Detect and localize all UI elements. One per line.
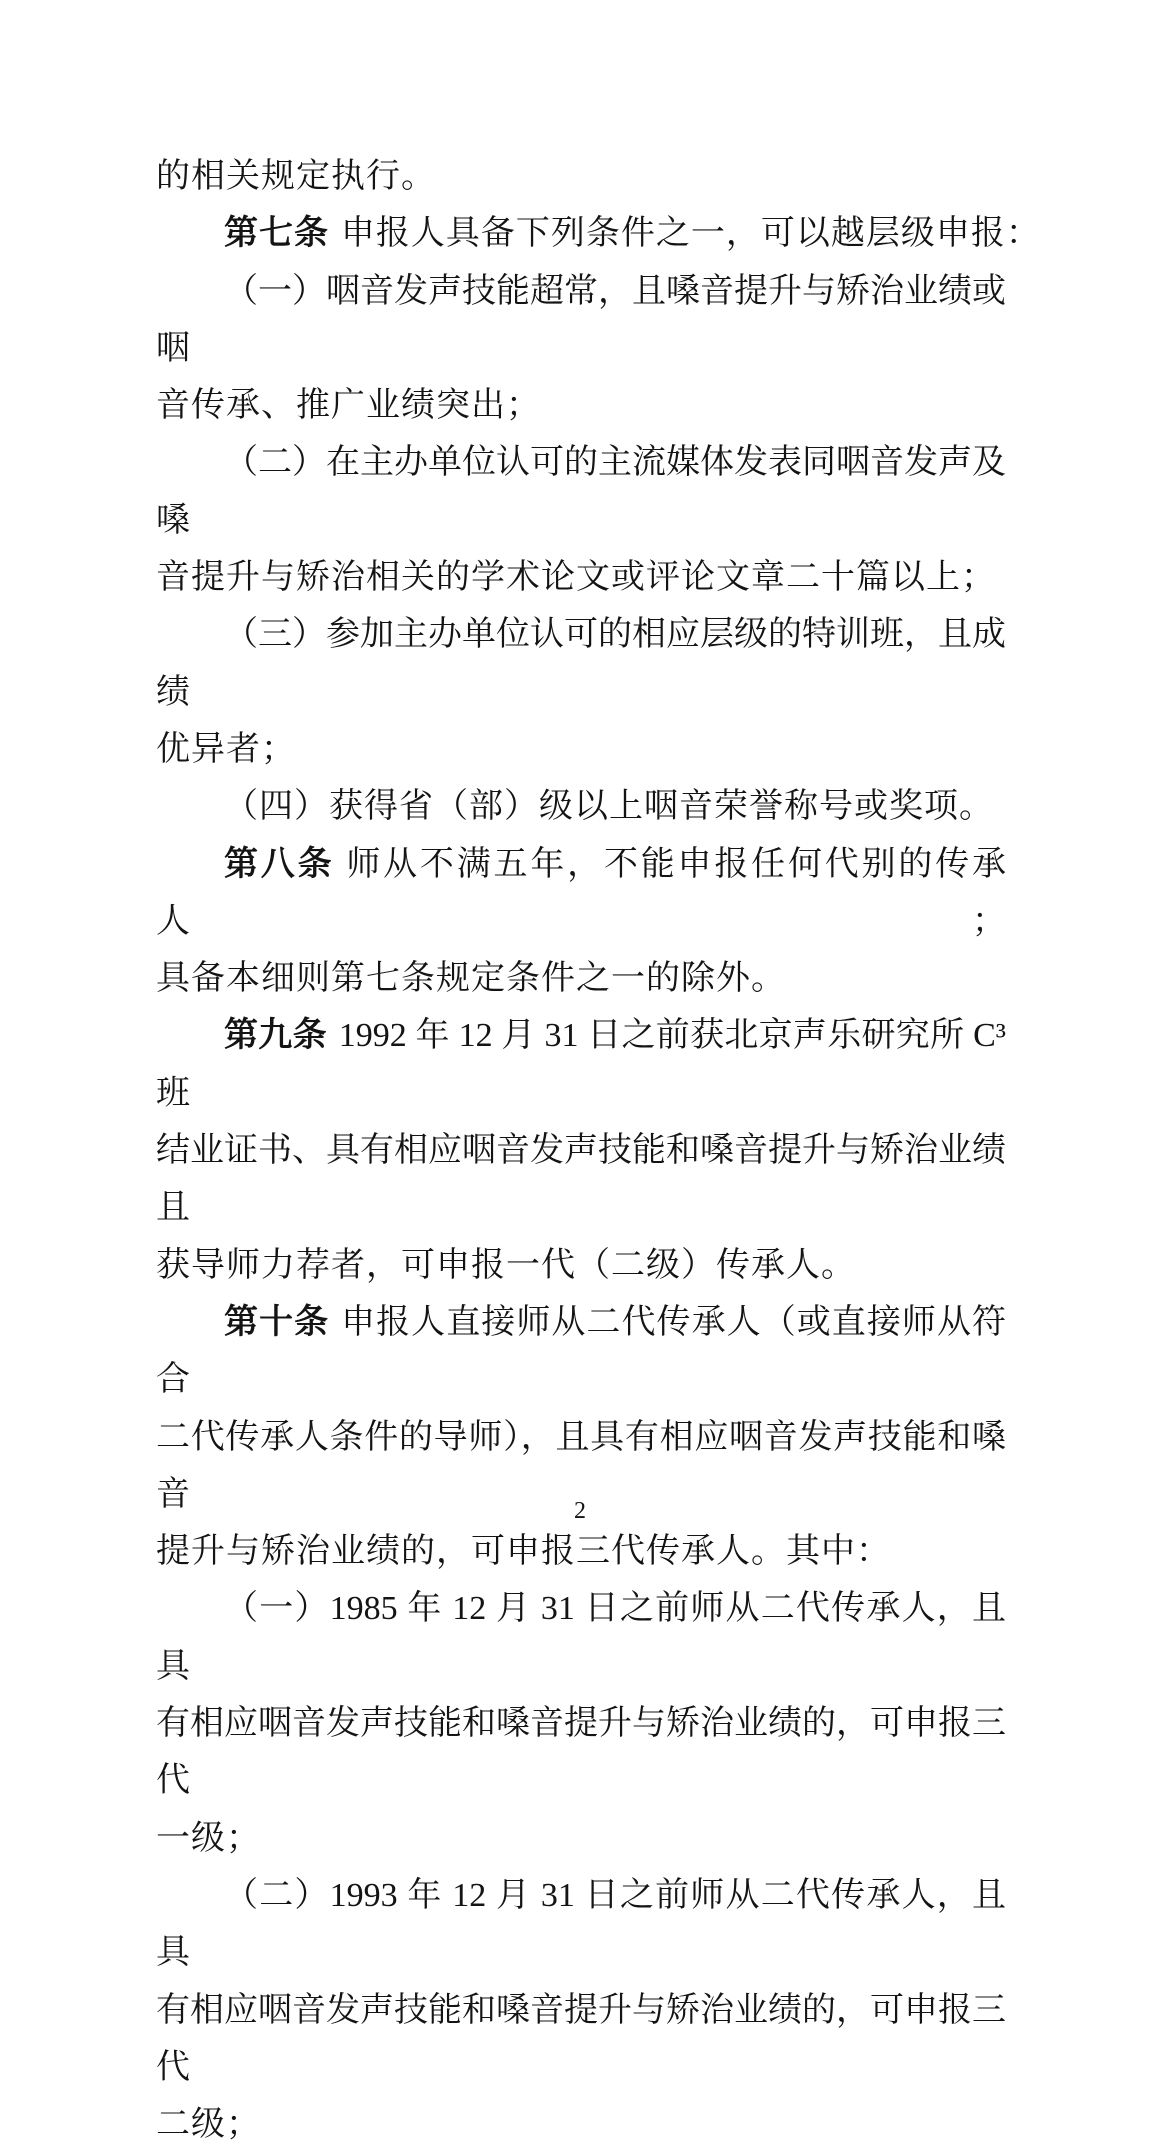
text-line <box>156 1695 1006 1810</box>
text-line <box>156 1294 1006 1409</box>
line-text: （一）1985 年 12 月 31 日之前师从二代传承人，且具 <box>156 1590 1006 1685</box>
article-number: 第八条 <box>224 845 335 883</box>
line-text: 获导师力荐者，可申报一代（二级）传承人。 <box>156 1246 856 1284</box>
text-line <box>156 2096 1006 2153</box>
line-text: 的相关规定执行。 <box>156 158 436 195</box>
line-text: 提升与矫治业绩的，可申报三代传承人。其中： <box>156 1533 891 1571</box>
text-line <box>156 721 1006 778</box>
document-body <box>156 148 1041 2153</box>
line-text: 音提升与矫治相关的学术论文或评论文章二十篇以上； <box>156 559 996 597</box>
text-line <box>156 1982 1006 2097</box>
text-line <box>156 1237 1006 1294</box>
line-text: 优异者； <box>156 730 296 768</box>
line-text: 音传承、推广业绩突出； <box>156 387 541 425</box>
line-text: （三）参加主办单位认可的相应层级的特训班，且成绩 <box>156 616 1006 711</box>
text-line <box>156 778 1006 835</box>
line-text: （二）在主办单位认可的主流媒体发表同咽音发声及嗓 <box>156 444 1006 539</box>
text-line <box>156 434 1006 549</box>
line-text: 具备本细则第七条规定条件之一的除外。 <box>156 960 786 998</box>
line-text: （一）咽音发声技能超常，且嗓音提升与矫治业绩或咽 <box>156 272 1006 367</box>
line-text: 结业证书、具有相应咽音发声技能和嗓音提升与矫治业绩且 <box>156 1132 1006 1227</box>
text-line <box>156 1007 1006 1122</box>
line-text: （二）1993 年 12 月 31 日之前师从二代传承人，且具 <box>156 1876 1006 1972</box>
text-line <box>156 1580 1006 1695</box>
text-line <box>156 549 1006 606</box>
text-line <box>156 263 1006 378</box>
article-number: 第十条 <box>224 1303 330 1341</box>
article-number: 第九条 <box>224 1017 327 1055</box>
line-text: （四）获得省（部）级以上咽音荣誉称号或奖项。 <box>224 788 994 826</box>
text-line <box>156 606 1006 721</box>
line-text: 有相应咽音发声技能和嗓音提升与矫治业绩的，可申报三代 <box>156 1705 1006 1800</box>
line-text: 二代传承人条件的导师），且具有相应咽音发声技能和嗓音 <box>156 1418 1006 1513</box>
line-text: 申报人直接师从二代传承人（或直接师从符合 <box>156 1303 1007 1399</box>
article-number: 第七条 <box>224 215 329 253</box>
text-line <box>156 1867 1006 1982</box>
line-text: 1992 年 12 月 31 日之前获北京声乐研究所 C³班 <box>156 1017 1007 1112</box>
text-line <box>156 1523 1006 1580</box>
line-text: 一级； <box>156 1819 261 1857</box>
line-text: 二级； <box>156 2106 261 2144</box>
line-text: 有相应咽音发声技能和嗓音提升与矫治业绩的，可申报三代 <box>156 1991 1006 2086</box>
line-text: 申报人具备下列条件之一，可以越层级申报： <box>340 215 1041 253</box>
text-line <box>156 836 1006 951</box>
text-line <box>156 377 1006 434</box>
text-line <box>156 1122 1006 1237</box>
page-number: 2 <box>574 1498 586 1524</box>
text-line <box>156 1810 1006 1867</box>
line-text: 师从不满五年，不能申报任何代别的传承人； <box>156 845 1007 940</box>
text-line <box>156 950 1006 1007</box>
text-line <box>156 148 1006 205</box>
text-line <box>156 205 1041 262</box>
